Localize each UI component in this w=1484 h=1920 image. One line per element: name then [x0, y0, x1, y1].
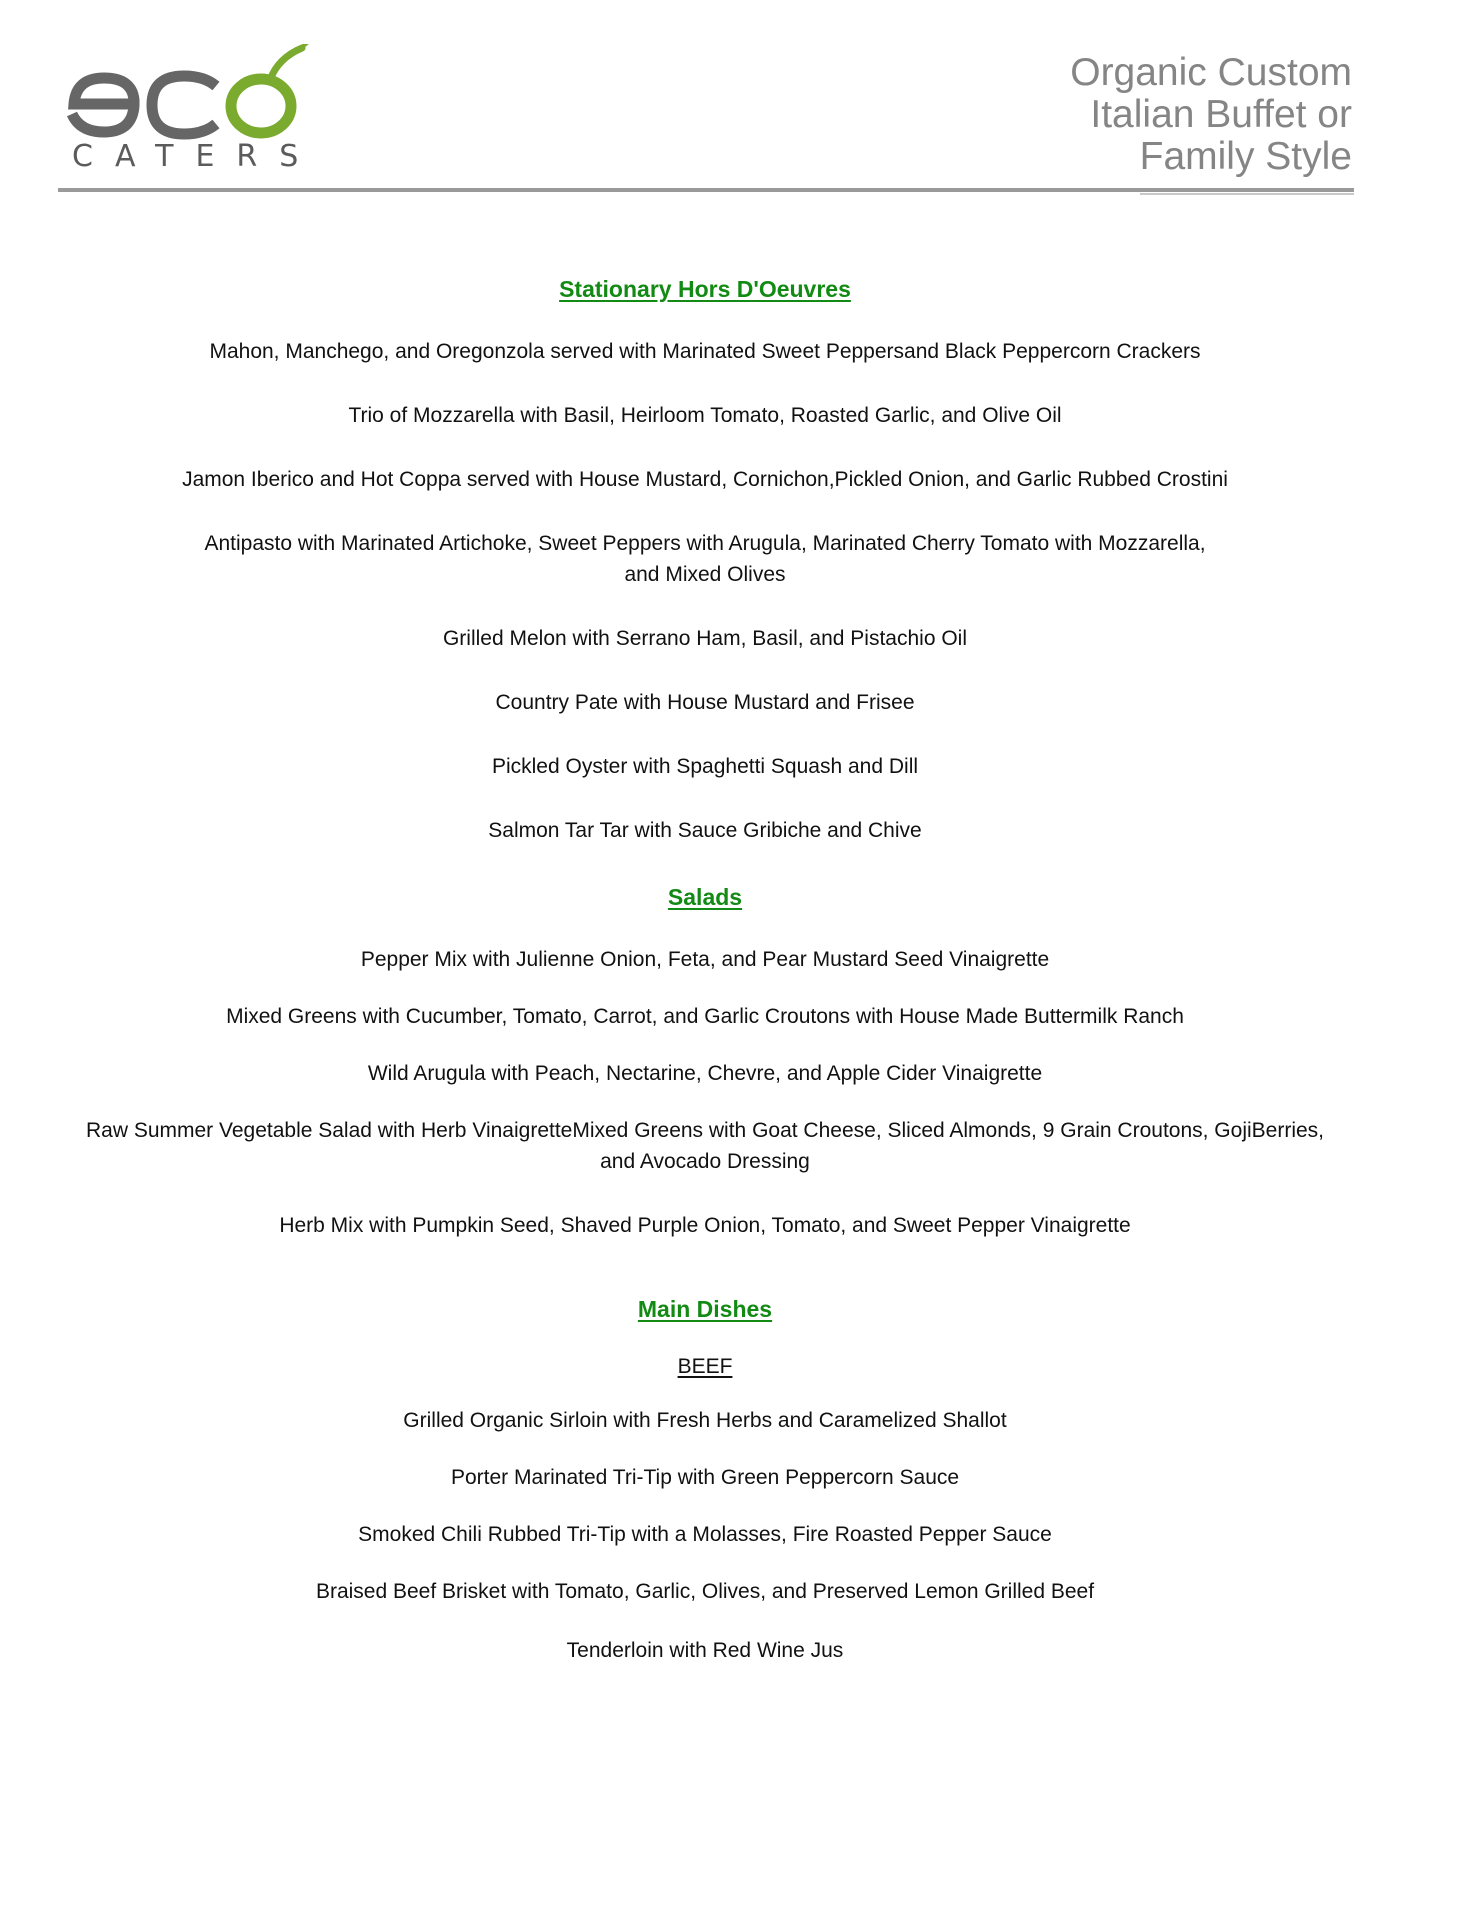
header-divider: [58, 188, 1354, 192]
menu-item: Herb Mix with Pumpkin Seed, Shaved Purple Onion, Tomato, and Sweet Pepper Vinaigrette: [279, 1214, 1131, 1237]
menu-item: Country Pate with House Mustard and Frisee: [495, 691, 915, 714]
menu-body: [0, 276, 1410, 1666]
menu-item: Antipasto with Marinated Artichoke, Sweet Peppers with Arugula, Marinated Cherry Tomato with Mozzarella,: [204, 532, 1206, 555]
subsection-title-beef: BEEF: [677, 1355, 733, 1378]
section-hors-doeuvres: [0, 276, 1410, 303]
menu-item: Smoked Chili Rubbed Tri-Tip with a Molasses, Fire Roasted Pepper Sauce: [358, 1523, 1052, 1546]
menu-item: Grilled Melon with Serrano Ham, Basil, and Pistachio Oil: [442, 627, 968, 650]
menu-item: Wild Arugula with Peach, Nectarine, Chevre, and Apple Cider Vinaigrette: [367, 1062, 1043, 1085]
menu-item: Mahon, Manchego, and Oregonzola served with Marinated Sweet Peppersand Black Peppercorn Crackers: [209, 340, 1201, 363]
document-title: [1070, 52, 1352, 178]
section-main-dishes: [0, 1296, 1410, 1323]
menu-item: Pickled Oyster with Spaghetti Squash and Dill: [491, 755, 919, 778]
section-title: Salads: [667, 884, 743, 910]
title-line-3: Family Style: [1139, 135, 1352, 178]
menu-item: Salmon Tar Tar with Sauce Gribiche and Chive: [488, 819, 922, 842]
menu-item-continued: and Avocado Dressing: [600, 1150, 810, 1173]
menu-item: Braised Beef Brisket with Tomato, Garlic, Olives, and Preserved Lemon Grilled Beef: [315, 1580, 1095, 1603]
title-line-2: Italian Buffet or: [1090, 93, 1352, 136]
subsection-row: [0, 1355, 1410, 1379]
section-title: Main Dishes: [637, 1296, 773, 1322]
menu-item: Trio of Mozzarella with Basil, Heirloom Tomato, Roasted Garlic, and Olive Oil: [348, 404, 1062, 427]
logo-caters-text: CATERS: [72, 139, 321, 174]
header-divider-accent: [1140, 193, 1354, 195]
menu-item: Raw Summer Vegetable Salad with Herb VinaigretteMixed Greens with Goat Cheese, Sliced Almonds, 9 Grain Croutons, GojiBerries,: [85, 1119, 1325, 1142]
section-title: Stationary Hors D'Oeuvres: [559, 276, 851, 302]
eco-caters-logo: [56, 44, 321, 184]
section-salads: [0, 884, 1410, 911]
eco-logo-mark: [56, 44, 316, 144]
menu-item: Grilled Organic Sirloin with Fresh Herbs and Caramelized Shallot: [403, 1409, 1007, 1432]
title-line-1: Organic Custom: [1070, 51, 1352, 94]
menu-item: Mixed Greens with Cucumber, Tomato, Carrot, and Garlic Croutons with House Made Buttermilk Ranch: [226, 1005, 1184, 1028]
menu-item: Porter Marinated Tri-Tip with Green Peppercorn Sauce: [450, 1466, 960, 1489]
menu-item: Jamon Iberico and Hot Coppa served with House Mustard, Cornichon,Pickled Onion, and Garlic Rubbed Crostini: [182, 468, 1228, 491]
page-header: [0, 0, 1484, 200]
menu-item: Pepper Mix with Julienne Onion, Feta, and Pear Mustard Seed Vinaigrette: [360, 948, 1050, 971]
menu-item-continued: and Mixed Olives: [624, 563, 786, 586]
menu-item: Tenderloin with Red Wine Jus: [566, 1639, 844, 1662]
